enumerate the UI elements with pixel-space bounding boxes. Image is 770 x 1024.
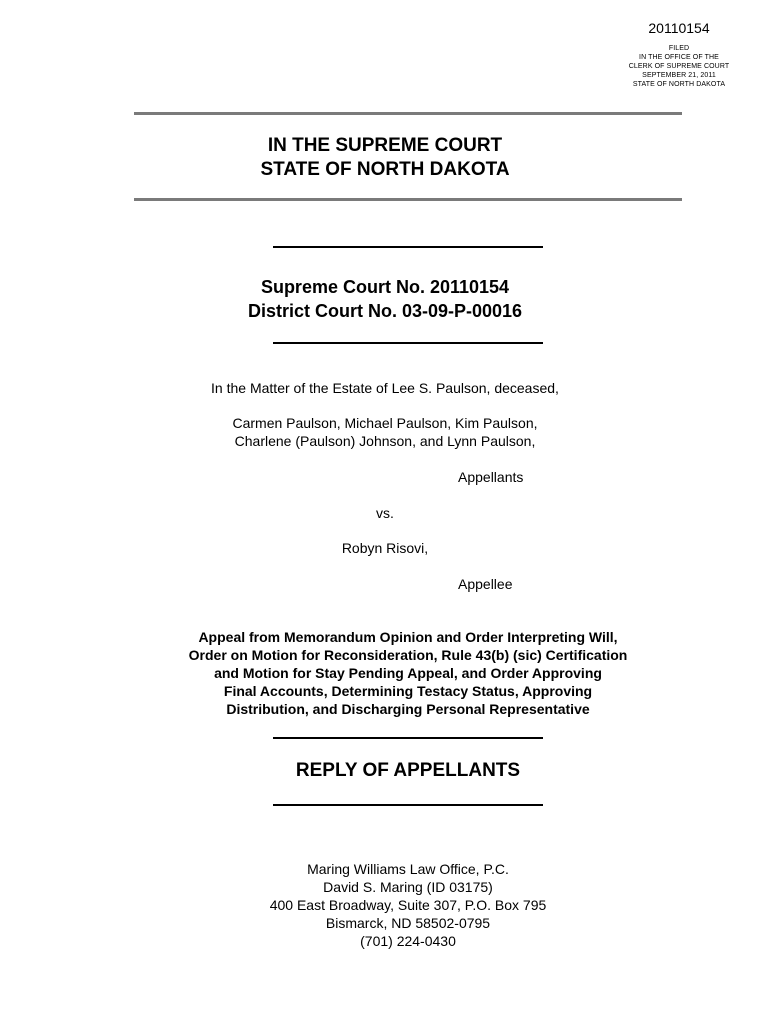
- appellant-parties-line2: Charlene (Paulson) Johnson, and Lynn Paulson,: [234, 433, 536, 449]
- stamp-line-office: IN THE OFFICE OF THE: [639, 54, 719, 61]
- appellant-parties-line1: Carmen Paulson, Michael Paulson, Kim Paulson,: [232, 415, 538, 431]
- matter-line: In the Matter of the Estate of Lee S. Paulson, deceased,: [211, 380, 559, 396]
- supreme-court-number: Supreme Court No. 20110154: [260, 277, 510, 297]
- appeal-line-4: Final Accounts, Determining Testacy Status, Approving: [223, 683, 593, 699]
- appeal-line-5: Distribution, and Discharging Personal Representative: [226, 701, 590, 717]
- document-title: REPLY OF APPELLANTS: [295, 760, 521, 781]
- case-numbers: [0, 275, 770, 323]
- stamp-case-number: 20110154: [648, 20, 710, 36]
- divider-rule-3: [273, 737, 543, 739]
- appeal-description: [0, 628, 770, 718]
- appellee-label: Appellee: [458, 576, 513, 592]
- appellants-label: Appellants: [458, 469, 524, 485]
- appellee-name: Robyn Risovi,: [341, 540, 429, 556]
- stamp-line-filed: FILED: [668, 45, 690, 52]
- header-rule-top: [134, 112, 682, 115]
- header-rule-bottom: [134, 198, 682, 201]
- counsel-attorney: David S. Maring (ID 03175): [323, 879, 493, 895]
- court-state: STATE OF NORTH DAKOTA: [260, 159, 510, 180]
- counsel-address-2: Bismarck, ND 58502-0795: [325, 915, 491, 931]
- divider-rule-2: [273, 342, 543, 344]
- stamp-line-clerk: CLERK OF SUPREME COURT: [628, 63, 730, 70]
- counsel-block: [0, 860, 770, 950]
- counsel-firm: Maring Williams Law Office, P.C.: [307, 861, 509, 877]
- divider-rule-1: [273, 246, 543, 248]
- appeal-line-3: and Motion for Stay Pending Appeal, and Order Approving: [214, 665, 602, 681]
- appeal-line-2: Order on Motion for Reconsideration, Rule 43(b) (sic) Certification: [188, 647, 628, 663]
- stamp-line-date: SEPTEMBER 21, 2011: [642, 72, 716, 79]
- appeal-line-1: Appeal from Memorandum Opinion and Order Interpreting Will,: [198, 629, 618, 645]
- divider-rule-4: [273, 804, 543, 806]
- filing-stamp: [614, 20, 744, 89]
- counsel-phone: (701) 224-0430: [360, 933, 456, 949]
- counsel-address-1: 400 East Broadway, Suite 307, P.O. Box 795: [269, 897, 547, 913]
- versus-label: vs.: [376, 505, 394, 521]
- stamp-line-state: STATE OF NORTH DAKOTA: [632, 81, 726, 88]
- court-header: [0, 134, 770, 182]
- district-court-number: District Court No. 03-09-P-00016: [247, 301, 523, 321]
- court-name: IN THE SUPREME COURT: [267, 135, 503, 156]
